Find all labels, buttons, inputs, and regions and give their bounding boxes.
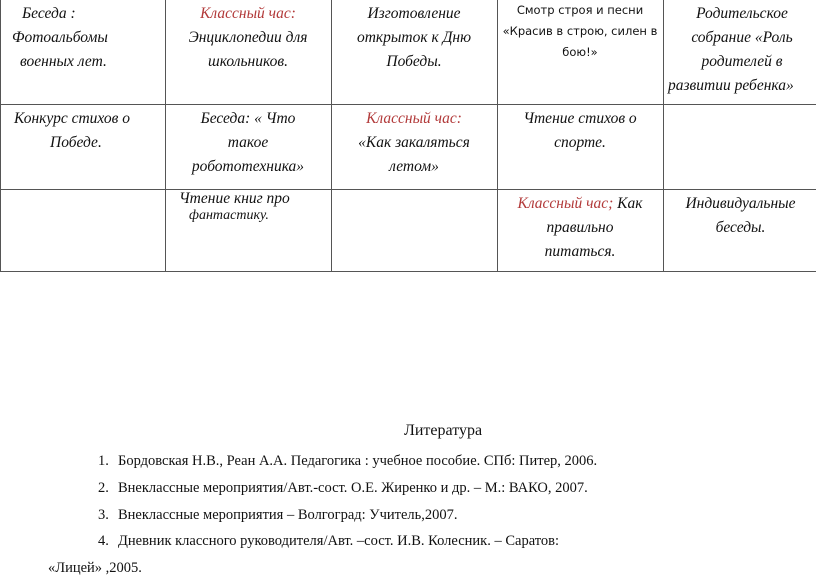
cell-text: собрание «Роль: [691, 29, 793, 46]
cell-text: военных лет.: [20, 53, 107, 70]
cell-r3-c4: [499, 192, 661, 264]
table-divider-1: [165, 0, 166, 272]
cell-r2-c2: [167, 107, 329, 179]
table-row-line-1: [0, 104, 816, 105]
item-number: 4.: [98, 533, 109, 549]
item-text: Внеклассные мероприятия – Волгоград: Учитель,2007.: [118, 507, 458, 523]
cell-r1-c4: [499, 0, 661, 63]
cell-text-line: [499, 192, 661, 216]
cell-r2-c4: [499, 107, 661, 155]
cell-text: открыток к Дню: [356, 29, 472, 46]
cell-text: развитии ребенка»: [668, 77, 794, 94]
literature-item-4: [98, 533, 559, 550]
literature-item-1: [98, 453, 597, 470]
cell-text: беседы.: [715, 219, 766, 236]
cell-r2-c1: [2, 107, 162, 155]
cell-text: питаться.: [544, 243, 616, 260]
table-row-line-2: [0, 189, 816, 190]
item-text: Внеклассные мероприятия/Авт.-сост. О.Е. Жиренко и др. – М.: ВАКО, 2007.: [118, 480, 588, 496]
cell-text: Победы.: [386, 53, 442, 70]
item-number: 2.: [98, 480, 109, 496]
table-divider-4: [663, 0, 664, 272]
cell-text: Конкурс стихов о: [14, 110, 130, 127]
table-border-bottom: [0, 271, 816, 272]
literature-item-3: [98, 507, 458, 524]
table-border-left: [0, 0, 1, 272]
cell-text: родителей в: [701, 53, 783, 70]
cell-text: бою!»: [562, 45, 598, 59]
cell-r3-c5: [665, 192, 816, 240]
cell-text: Индивидуальные: [685, 195, 796, 212]
cell-text: Энциклопедии для: [188, 29, 308, 46]
cell-text: такое: [227, 134, 269, 151]
cell-text: Изготовление: [367, 5, 461, 22]
item-number: 1.: [98, 453, 109, 469]
cell-text: летом»: [389, 158, 439, 175]
cell-r1-c3: [333, 2, 495, 74]
cell-highlight: Классный час:: [366, 110, 462, 127]
cell-text: «Красив в строю, силен в: [502, 24, 658, 38]
literature-item-4-continuation: «Лицей» ,2005.: [48, 560, 142, 576]
cell-text: Беседа :: [22, 5, 76, 22]
table-divider-2: [331, 0, 332, 272]
cell-text: Родительское: [696, 5, 788, 22]
cell-text: Как: [613, 195, 643, 212]
item-text: Бордовская Н.В., Реан А.А. Педагогика : учебное пособие. СПб: Питер, 2006.: [118, 453, 598, 469]
cell-text: фантастику.: [189, 208, 269, 223]
cell-text: школьников.: [208, 53, 288, 70]
literature-title: Литература: [404, 422, 483, 439]
cell-highlight: Классный час:: [200, 5, 296, 22]
cell-text: правильно: [546, 219, 614, 236]
cell-text: Победе.: [50, 134, 102, 151]
cell-r3-c2: [167, 190, 329, 224]
item-number: 3.: [98, 507, 109, 523]
cell-text: Чтение книг про: [179, 190, 290, 207]
cell-text: спорте.: [554, 134, 606, 151]
cell-r1-c5: [668, 2, 816, 98]
cell-highlight: Классный час;: [517, 195, 614, 212]
cell-text: Беседа: « Что: [200, 110, 296, 127]
cell-r1-c1: [2, 2, 162, 74]
cell-text: «Как закаляться: [358, 134, 470, 151]
table-divider-3: [497, 0, 498, 272]
cell-text: Фотоальбомы: [12, 29, 108, 46]
cell-text: Чтение стихов о: [523, 110, 637, 127]
literature-item-2: [98, 480, 588, 497]
cell-r2-c3: [333, 107, 495, 179]
cell-text: Смотр строя и песни: [516, 3, 644, 17]
item-text: Дневник классного руководителя/Авт. –сост. И.В. Колесник. – Саратов:: [118, 533, 560, 549]
cell-r1-c2: [167, 2, 329, 74]
cell-text: робототехника»: [191, 158, 305, 175]
